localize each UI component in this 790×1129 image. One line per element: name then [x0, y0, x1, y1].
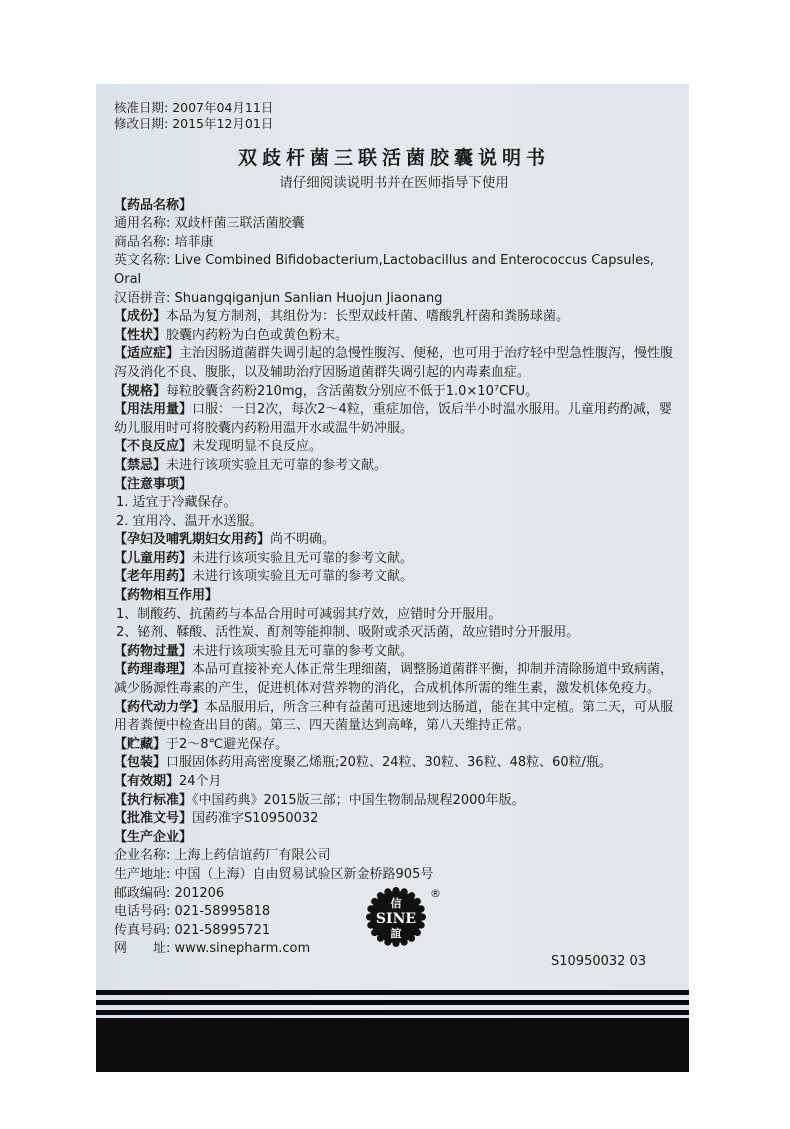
- section-contraindications: [114, 457, 674, 476]
- svg-text:SINE: SINE: [375, 911, 417, 927]
- registered-mark: ®: [430, 887, 441, 900]
- approval-date: [114, 100, 674, 116]
- section-text: 口服固体药用高密度聚乙烯瓶;20粒、24粒、30粒、36粒、48粒、60粒/瓶。: [166, 755, 613, 771]
- section-heading: 【药物过量】: [114, 643, 193, 659]
- field-label: 企业名称:: [114, 848, 171, 864]
- section-heading: 【包装】: [114, 755, 167, 771]
- field-label: 网 址:: [114, 941, 171, 957]
- footer-stripe: [96, 1010, 689, 1015]
- field-value: 021-58995721: [174, 922, 271, 938]
- leaflet-paper: [96, 84, 689, 1072]
- generic-name-label: 通用名称:: [114, 216, 171, 232]
- dates-block: [114, 100, 674, 132]
- footer-code: S10950032 03: [551, 954, 647, 969]
- section-text: 未进行该项实验且无可靠的参考文献。: [192, 550, 414, 566]
- field-value: www.sinepharm.com: [174, 941, 311, 957]
- section-indications: [114, 345, 674, 382]
- section-pediatric: [114, 550, 674, 569]
- generic-name: [114, 215, 674, 234]
- interaction-item: 1、制酸药、抗菌药与本品合用时可减弱其疗效，应错时分开服用。: [116, 606, 502, 622]
- section-package: [114, 754, 674, 773]
- section-text: 于2～8℃避光保存。: [166, 736, 289, 752]
- section-specification: [114, 383, 674, 402]
- precaution-item: 2. 宜用冷、温开水送服。: [116, 513, 263, 529]
- section-heading: 【药代动力学】: [114, 699, 206, 715]
- approval-date-label: 核准日期:: [114, 100, 169, 115]
- section-storage: [114, 736, 674, 755]
- section-heading: 【批准文号】: [114, 811, 193, 827]
- section-text: 《中国药典》2015版三部；中国生物制品规程2000年版。: [192, 792, 525, 808]
- revision-date-value: 2015年12月01日: [172, 116, 274, 131]
- section-validity: [114, 773, 674, 792]
- section-heading: 【贮藏】: [114, 736, 167, 752]
- english-name-label: 英文名称:: [114, 253, 171, 269]
- section-text: 每粒胶囊含药粉210mg，含活菌数分别应不低于1.0×10⁷CFU。: [166, 383, 539, 399]
- field-label: 邮政编码:: [114, 885, 171, 901]
- trade-name-label: 商品名称:: [114, 234, 171, 250]
- section-description: [114, 327, 674, 346]
- section-heading: 【儿童用药】: [114, 550, 193, 566]
- section-overdose: [114, 643, 674, 662]
- pinyin-name: [114, 290, 674, 309]
- section-text: 本品为复方制剂，其组份为：长型双歧杆菌、嗜酸乳杆菌和粪肠球菌。: [166, 309, 570, 325]
- section-text: 未进行该项实验且无可靠的参考文献。: [166, 457, 388, 473]
- section-text: 本品可直接补充人体正常生理细菌，调整肠道菌群平衡，抑制并清除肠道中致病菌，减少肠源性毒素的产生，促进机体对营养物的消化，合成机体所需的维生素，激发机体免疫力。: [114, 662, 674, 697]
- footer-stripe: [96, 990, 689, 995]
- english-name: [114, 252, 674, 289]
- revision-date: [114, 116, 674, 132]
- section-text: 24个月: [179, 774, 222, 789]
- document-title: 双歧杆菌三联活菌胶囊说明书: [237, 147, 550, 169]
- section-text: 主治因肠道菌群失调引起的急慢性腹泻、便秘，也可用于治疗轻中型急性腹泻，慢性腹泻及消化不良、腹胀，以及辅助治疗因肠道菌群失调引起的内毒素血症。: [114, 346, 674, 380]
- leaflet-content: [114, 100, 674, 959]
- section-heading: 【成份】: [114, 309, 167, 325]
- drug-name-heading: 【药品名称】: [114, 197, 193, 213]
- section-heading: 【执行标准】: [114, 792, 193, 808]
- section-geriatric: [114, 568, 674, 587]
- pinyin-value: Shuangqiganjun Sanlian Huojun Jiaonang: [174, 290, 443, 306]
- approval-date-value: 2007年04月11日: [172, 100, 274, 115]
- trade-name-value: 培菲康: [174, 234, 214, 250]
- field-label: 生产地址:: [114, 866, 171, 882]
- generic-name-value: 双歧杆菌三联活菌胶囊: [174, 216, 305, 232]
- section-heading: 【药理毒理】: [114, 662, 193, 678]
- field-label: 电话号码:: [114, 904, 171, 920]
- trade-name: [114, 234, 674, 253]
- section-ingredients: [114, 308, 674, 327]
- revision-date-label: 修改日期:: [114, 116, 169, 131]
- field-value: 201206: [174, 885, 225, 901]
- section-text: 未发现明显不良反应。: [192, 439, 323, 455]
- section-pharmacokinetics: [114, 699, 674, 736]
- section-dosage: [114, 401, 674, 438]
- svg-text:誼: 誼: [390, 927, 402, 940]
- section-text: 口服：一日2次，每次2～4粒，重症加倍，饭后半小时温水服用。儿童用药酌减，婴幼儿服用时可将胶囊内药粉用温开水或温牛奶冲服。: [114, 402, 672, 436]
- precaution-item: 1. 适宜于冷藏保存。: [116, 495, 237, 511]
- pinyin-label: 汉语拼音:: [114, 290, 171, 306]
- section-standard: [114, 792, 674, 811]
- manufacturer-heading: 【生产企业】: [114, 829, 193, 845]
- field-label: 传真号码:: [114, 922, 171, 938]
- section-text: 国药准字S10950032: [192, 811, 319, 827]
- section-text: 本品服用后，所含三种有益菌可迅速地到达肠道，能在其中定植。第二天，可从服用者粪便中检查出目的菌。第三、四天菌量达到高峰，第八天维持正常。: [114, 699, 674, 734]
- section-heading: 【孕妇及哺乳期妇女用药】: [114, 532, 271, 548]
- section-heading: 【老年用药】: [114, 569, 193, 585]
- field-value: 021-58995818: [174, 904, 271, 920]
- footer-black-band: [96, 1018, 689, 1072]
- interactions-heading: 【药物相互作用】: [114, 588, 219, 604]
- section-pharmacology: [114, 661, 674, 698]
- section-heading: 【用法用量】: [114, 402, 193, 418]
- section-heading: 【不良反应】: [114, 439, 193, 455]
- section-adverse: [114, 438, 674, 457]
- section-approval-number: [114, 810, 674, 829]
- interaction-item: 2、铋剂、鞣酸、活性炭、酊剂等能抑制、吸附或杀灭活菌，故应错时分开服用。: [116, 625, 580, 641]
- field-value: 中国（上海）自由贸易试验区新金桥路905号: [174, 866, 434, 882]
- svg-text:信: 信: [390, 897, 402, 910]
- manufacturer-address: [114, 866, 674, 885]
- section-pregnancy: [114, 531, 674, 550]
- section-text: 尚不明确。: [270, 532, 336, 548]
- document-subtitle: 请仔细阅读说明书并在医师指导下使用: [279, 175, 509, 191]
- footer-stripe: [96, 1000, 689, 1005]
- field-value: 上海上药信谊药厂有限公司: [174, 848, 331, 864]
- manufacturer-name: [114, 847, 674, 866]
- section-text: 胶囊内药粉为白色或黄色粉末。: [166, 327, 349, 343]
- section-heading: 【禁忌】: [114, 457, 167, 473]
- section-heading: 【有效期】: [114, 774, 180, 789]
- sine-logo-icon: [366, 887, 426, 947]
- precautions-heading: 【注意事项】: [114, 476, 193, 492]
- english-name-value: Live Combined Bifidobacterium,Lactobacillus and Enterococcus Capsules, Oral: [114, 253, 655, 287]
- section-text: 未进行该项实验且无可靠的参考文献。: [192, 643, 414, 659]
- section-heading: 【性状】: [114, 327, 167, 343]
- section-text: 未进行该项实验且无可靠的参考文献。: [192, 569, 414, 585]
- section-heading: 【规格】: [114, 383, 167, 399]
- section-heading: 【适应症】: [114, 346, 180, 362]
